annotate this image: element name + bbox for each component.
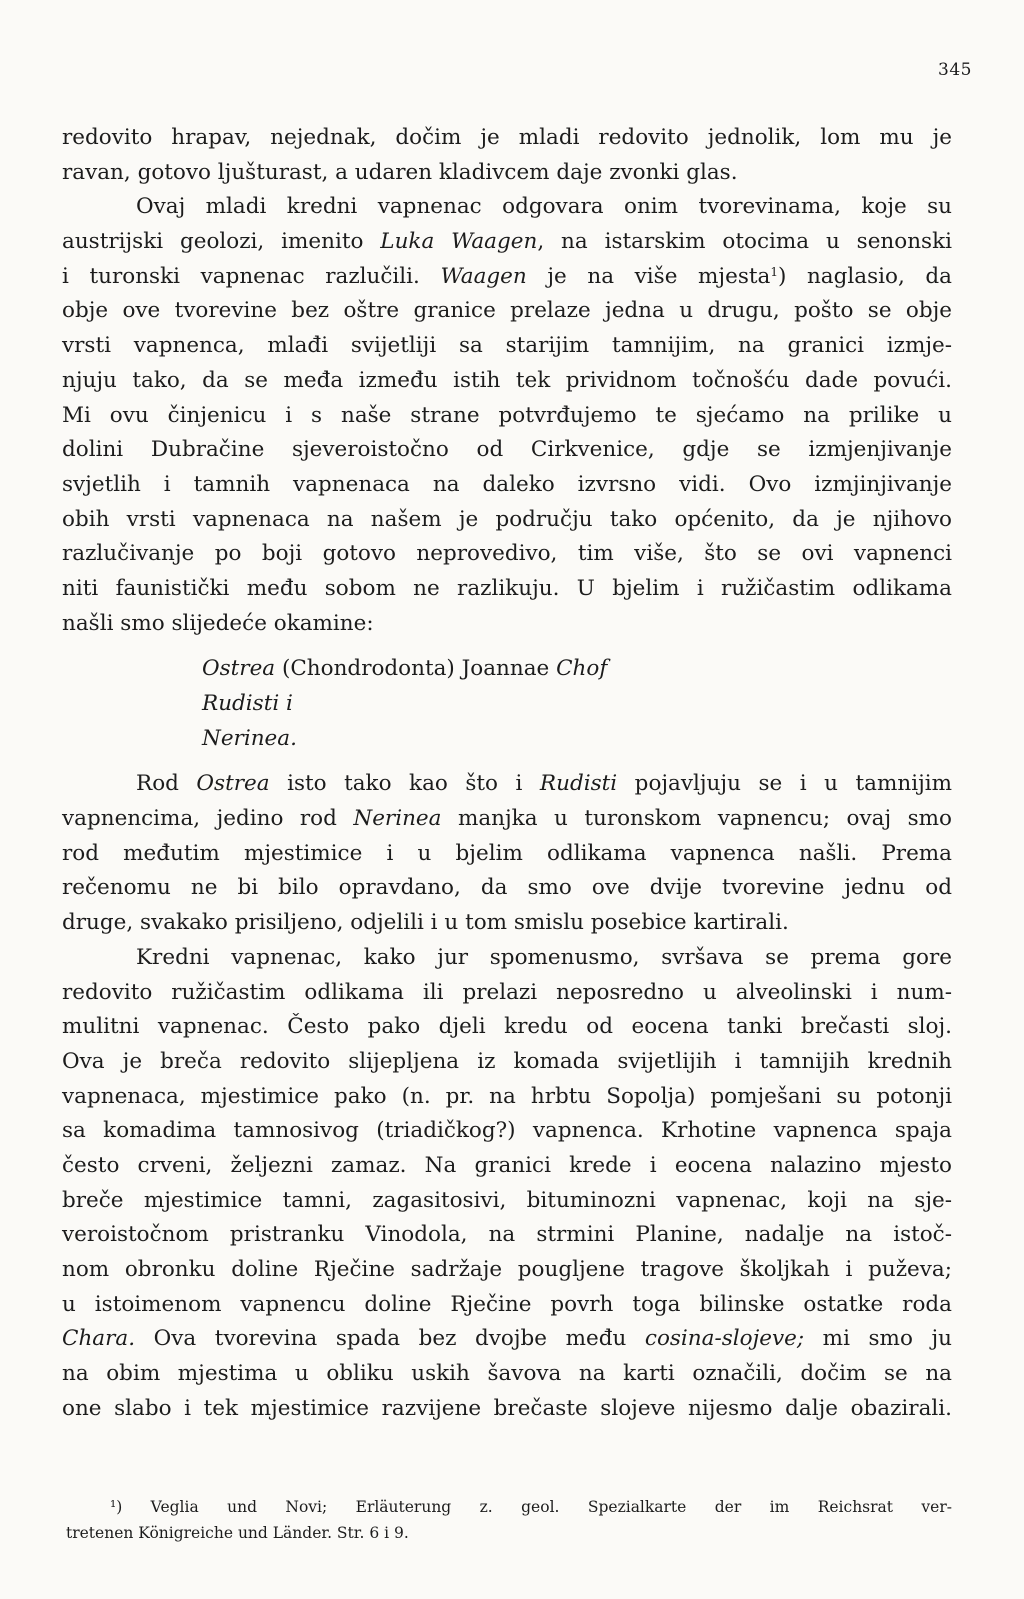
text-line: dolini Dubračine sjeveroistočno od Cirkvenice, gdje se izmjenjivanje	[62, 437, 952, 463]
text-line: vapnencima, jedino rod Nerinea manjka u turonskom vapnencu; ovaj smo	[62, 806, 952, 832]
body-text	[62, 121, 952, 1426]
text-line: vapnenaca, mjestimice pako (n. pr. na hrbtu Sopolja) pomješani su potonji	[62, 1083, 952, 1109]
species-item	[202, 652, 952, 687]
species-genus: Rudisti i	[202, 691, 293, 716]
text-line: Ovaj mladi kredni vapnenac odgovara onim tvorevinama, koje su	[136, 194, 952, 220]
text-line: u istoimenom vapnencu doline Rječine povrh toga bilinske ostatke roda	[62, 1291, 952, 1317]
text-line: Chara. Ova tvorevina spada bez dvojbe među cosina-slojeve; mi smo ju	[62, 1326, 952, 1352]
species-genus: Nerinea.	[202, 725, 297, 751]
footnote-text: Veglia und Novi; Erläuterung z. geol. Spezialkarte der im Reichsrat ver-	[150, 1498, 952, 1516]
text-line: nom obronku doline Rječine sadržaje pougljene tragove školjkah i puževa;	[62, 1257, 952, 1282]
text-line: breče mjestimice tamni, zagasitosivi, bituminozni vapnenac, koji na sje-	[62, 1187, 952, 1213]
text-line: niti faunistički među sobom ne razlikuju. U bjelim i ružičastim odlikama	[62, 575, 952, 601]
text-line: često crveni, željezni zamaz. Na granici krede i eocena nalazino mjesto	[62, 1152, 952, 1178]
text-line: redovito hrapav, nejednak, dočim je mladi redovito jednolik, lom mu je	[62, 125, 952, 150]
text-line: Ova je breča redovito slijepljena iz komada svijetlijih i tamnijih krednih	[62, 1048, 952, 1074]
footnote-line	[110, 1494, 952, 1520]
species-item	[202, 722, 952, 757]
footnote-line: tretenen Königreiche und Länder. Str. 6 i 9.	[66, 1524, 409, 1542]
species-item	[202, 687, 952, 722]
text-line: vrsti vapnenca, mlađi svijetliji sa starijim tamnijim, na granici izmje-	[62, 333, 952, 359]
text-line: redovito ružičastim odlikama ili prelazi neposredno u alveolinski i num-	[62, 979, 952, 1005]
text-line: veroistočnom pristranku Vinodola, na strmini Planine, nadalje na istoč-	[62, 1222, 952, 1248]
text-line: Rod Ostrea isto tako kao što i Rudisti pojavljuju se i u tamnijim	[136, 771, 953, 797]
text-line: i turonski vapnenac razlučili. Waagen je na više mjesta$^1$) naglasio, da	[62, 263, 952, 289]
species-author: Chof	[556, 656, 608, 682]
text-line: Mi ovu činjenicu i s naše strane potvrđujemo te sjećamo na prilike u	[62, 402, 952, 428]
text-line: njuju tako, da se međa između istih tek prividnom točnošću dade povući.	[62, 367, 952, 393]
text-line: austrijski geolozi, imenito Luka Waagen, na istarskim otocima u senonski	[62, 229, 952, 255]
text-line: rečenomu ne bi bilo opravdano, da smo ove dvije tvorevine jednu od	[62, 875, 952, 901]
footnote-marker: ¹)	[110, 1498, 123, 1516]
text-line: na obim mjestima u obliku uskih šavova na karti označili, dočim se na	[62, 1361, 952, 1387]
text-line: obje ove tvorevine bez oštre granice prelaze jedna u drugu, pošto se obje	[62, 298, 952, 324]
text-line: rod međutim mjestimice i u bjelim odlikama vapnenca našli. Prema	[62, 840, 952, 866]
text-line: našli smo slijedeće okamine:	[62, 610, 374, 636]
footnote	[66, 1494, 952, 1546]
page-number: 345	[938, 60, 972, 80]
text-line: razlučivanje po boji gotovo neprovedivo, tim više, što se ovi vapnenci	[62, 541, 952, 567]
text-line: mulitni vapnenac. Često pako djeli kredu od eocena tanki brečasti sloj.	[62, 1014, 952, 1040]
species-genus: Ostrea	[202, 656, 276, 682]
text-line: obih vrsti vapnenaca na našem je području tako općenito, da je njihovo	[62, 506, 952, 532]
species-list	[62, 652, 952, 756]
species-name: (Chondrodonta) Joannae	[275, 656, 557, 682]
text-line: one slabo i tek mjestimice razvijene brečaste slojeve nijesmo dalje obazirali.	[62, 1395, 952, 1421]
text-line: ravan, gotovo ljušturast, a udaren kladivcem daje zvonki glas.	[62, 159, 738, 185]
text-line: Kredni vapnenac, kako jur spomenusmo, svršava se prema gore	[136, 944, 952, 970]
text-line: druge, svakako prisiljeno, odjelili i u tom smislu posebice kartirali.	[62, 910, 789, 936]
text-line: sa komadima tamnosivog (triadičkog?) vapnenca. Krhotine vapnenca spaja	[62, 1118, 952, 1144]
text-line: svjetlih i tamnih vapnenaca na daleko izvrsno vidi. Ovo izmjinjivanje	[62, 471, 952, 497]
